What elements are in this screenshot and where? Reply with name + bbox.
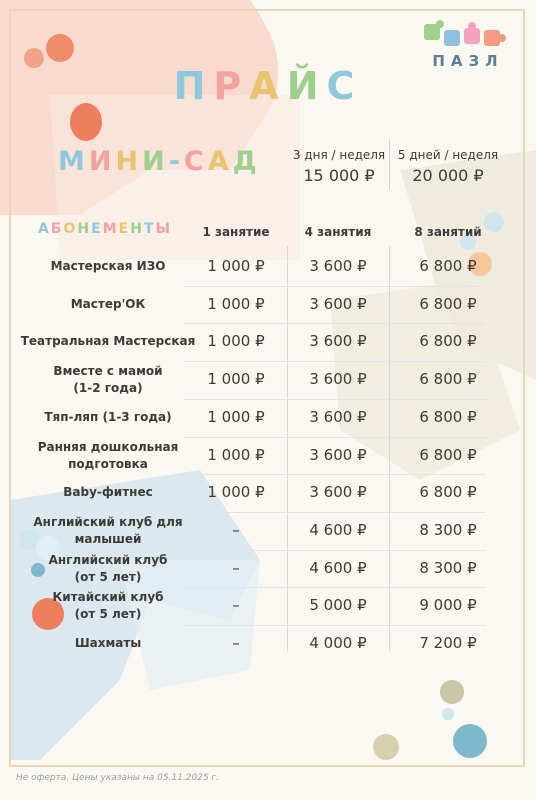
title-letter: Й xyxy=(286,64,327,108)
price-cell: 3 600 ₽ xyxy=(309,483,367,502)
price-cell: 1 000 ₽ xyxy=(207,407,265,426)
row-divider xyxy=(184,323,486,324)
row-divider xyxy=(184,587,486,588)
price-cell: 1 000 ₽ xyxy=(207,257,265,275)
row-label: Мастер'ОК xyxy=(70,296,146,311)
price-cell: 4 000 ₽ xyxy=(309,634,367,652)
table-row xyxy=(0,474,536,512)
price-cell: 6 800 ₽ xyxy=(419,445,477,464)
price-cell: 6 800 ₽ xyxy=(419,257,477,275)
price-cell: 6 800 ₽ xyxy=(419,407,477,426)
row-divider xyxy=(184,286,486,287)
plan-3-days-price: 15 000 ₽ xyxy=(303,166,375,185)
table-row xyxy=(0,399,536,437)
row-divider xyxy=(184,512,486,513)
row-divider xyxy=(184,474,486,475)
row-label: Английский клуб для малышей xyxy=(33,514,183,546)
row-label: Baby-фитнес xyxy=(63,485,153,500)
price-cell: 9 000 ₽ xyxy=(419,596,477,615)
column-header-4: 4 занятия xyxy=(304,225,372,239)
title-letter: С xyxy=(326,64,363,108)
logo-wordmark: ПАЗЛ xyxy=(432,52,504,70)
row-label: Вместе с мамой (1-2 года) xyxy=(53,364,163,396)
price-cell: 7 200 ₽ xyxy=(419,634,477,652)
price-cell: – xyxy=(232,634,240,652)
price-cell: 1 000 ₽ xyxy=(207,294,265,313)
price-cell: 3 600 ₽ xyxy=(309,332,367,351)
row-label: Театральная Мастерская xyxy=(20,334,196,349)
price-cell: 3 600 ₽ xyxy=(309,370,367,389)
table-row xyxy=(0,625,536,663)
price-cell: – xyxy=(232,520,240,539)
price-cell: 1 000 ₽ xyxy=(207,370,265,389)
row-label: Ранняя дошкольная подготовка xyxy=(37,439,179,471)
price-cell: 1 000 ₽ xyxy=(207,332,265,351)
row-divider xyxy=(184,437,486,438)
price-cell: 6 800 ₽ xyxy=(419,294,477,313)
title-letter: А xyxy=(249,64,287,108)
price-cell: 6 800 ₽ xyxy=(419,332,477,351)
row-divider xyxy=(184,625,486,626)
price-cell: 3 600 ₽ xyxy=(309,257,367,275)
row-label: Английский клуб (от 5 лет) xyxy=(48,552,168,584)
price-cell: 3 600 ₽ xyxy=(309,445,367,464)
abonements-heading: АБОНЕМЕНТЫ xyxy=(38,221,173,237)
price-cell: 4 600 ₽ xyxy=(309,520,367,539)
row-divider xyxy=(184,550,486,551)
plan-divider xyxy=(389,140,390,190)
plan-3-days-label: 3 дня / неделя xyxy=(292,148,386,162)
price-cell: 4 600 ₽ xyxy=(309,558,367,577)
table-row xyxy=(0,587,536,625)
row-divider xyxy=(184,399,486,400)
mini-sad-heading: МИНИ-САД xyxy=(58,146,261,177)
table-row xyxy=(0,512,536,550)
price-cell: 8 300 ₽ xyxy=(419,520,477,539)
title-letter: П xyxy=(173,64,214,108)
page-title xyxy=(0,64,536,108)
disclaimer: Не оферта. Цены указаны на 05.11.2025 г. xyxy=(16,773,220,783)
price-cell: 8 300 ₽ xyxy=(419,558,477,577)
price-cell: – xyxy=(232,596,240,615)
price-cell: 3 600 ₽ xyxy=(309,407,367,426)
price-cell: 1 000 ₽ xyxy=(207,445,265,464)
plan-5-days-label: 5 дней / неделя xyxy=(397,148,499,162)
price-cell: 6 800 ₽ xyxy=(419,370,477,389)
price-cell: 6 800 ₽ xyxy=(419,483,477,502)
price-cell: – xyxy=(232,558,240,577)
row-label: Тяп-ляп (1-3 года) xyxy=(44,409,172,424)
table-row xyxy=(0,437,536,475)
row-label: Шахматы xyxy=(74,636,142,650)
table-row xyxy=(0,361,536,399)
price-cell: 1 000 ₽ xyxy=(207,483,265,502)
plan-5-days-price: 20 000 ₽ xyxy=(412,166,484,185)
row-label: Китайский клуб (от 5 лет) xyxy=(52,590,164,622)
row-label: Мастерская ИЗО xyxy=(50,259,166,273)
price-cell: 3 600 ₽ xyxy=(309,294,367,313)
table-row xyxy=(0,323,536,361)
price-cell: 5 000 ₽ xyxy=(309,596,367,615)
table-row xyxy=(0,286,536,324)
column-header-1: 1 занятие xyxy=(202,225,270,239)
table-row xyxy=(0,248,536,286)
column-header-8: 8 занятий xyxy=(414,225,482,239)
title-letter: Р xyxy=(213,64,250,108)
row-divider xyxy=(184,361,486,362)
table-row xyxy=(0,550,536,588)
